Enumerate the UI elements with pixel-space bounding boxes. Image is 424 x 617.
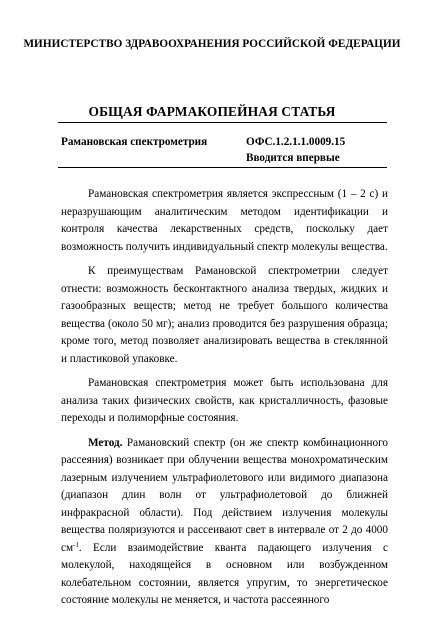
top-divider xyxy=(58,122,387,123)
article-body xyxy=(61,186,388,617)
article-status: Вводится впервые xyxy=(246,152,340,164)
bottom-divider xyxy=(58,167,387,168)
paragraph-applications: Рамановская спектрометрия может быть использована для анализа таких физических свойств, как кристалличность, фазовые переходы и полиморфные состояния. xyxy=(61,377,388,424)
paragraph-intro: Рамановская спектрометрия является экспрессным (1 – 2 с) и неразрушающим аналитическим методом идентификации и контроля качества лекарственных средств, поскольку дает возможность получить индивидуальный спектр молекулы вещества. xyxy=(61,188,388,253)
method-text-part2: . Если взаимодействие кванта падающего излучения с молекулой, находящейся в основном или возбужденном колебательном состоянии, является упругим, то энергетическое состояние молекулы не меняется, и частота рассеянного xyxy=(61,541,388,606)
document-type-title: ОБЩАЯ ФАРМАКОПЕЙНАЯ СТАТЬЯ xyxy=(88,104,336,119)
unit-exponent: -1 xyxy=(73,540,79,549)
ministry-header: МИНИСТЕРСТВО ЗДРАВООХРАНЕНИЯ РОССИЙСКОЙ ФЕДЕРАЦИИ xyxy=(23,38,401,50)
method-heading: Метод. xyxy=(88,436,123,449)
article-title: Рамановская спектрометрия xyxy=(61,136,208,148)
paragraph-advantages: К преимуществам Рамановской спектрометрии следует отнести: возможность бесконтактного анализа твердых, жидких и газообразных веществ; метод не требует большого количества вещества (около 50 мг); анализ проводится без разрушения образца; кроме того, метод позволяет анализировать вещества в стеклянной и пластиковой упаковке. xyxy=(61,265,388,365)
paragraph-method xyxy=(61,435,388,610)
method-text-part1: Рамановский спектр (он же спектр комбинационного рассеяния) возникает при облучении вещества монохроматическим лазерным излучением ультрафиолетового или видимого диапазона (диапазон длин волн от ультрафиолетовой до ближней инфракрасной области). Под действием излучения молекулы вещества поляризуются и рассеивают свет в интервале от 2 до 4000 см xyxy=(61,436,388,554)
article-code: ОФС.1.2.1.1.0009.15 xyxy=(246,136,346,148)
